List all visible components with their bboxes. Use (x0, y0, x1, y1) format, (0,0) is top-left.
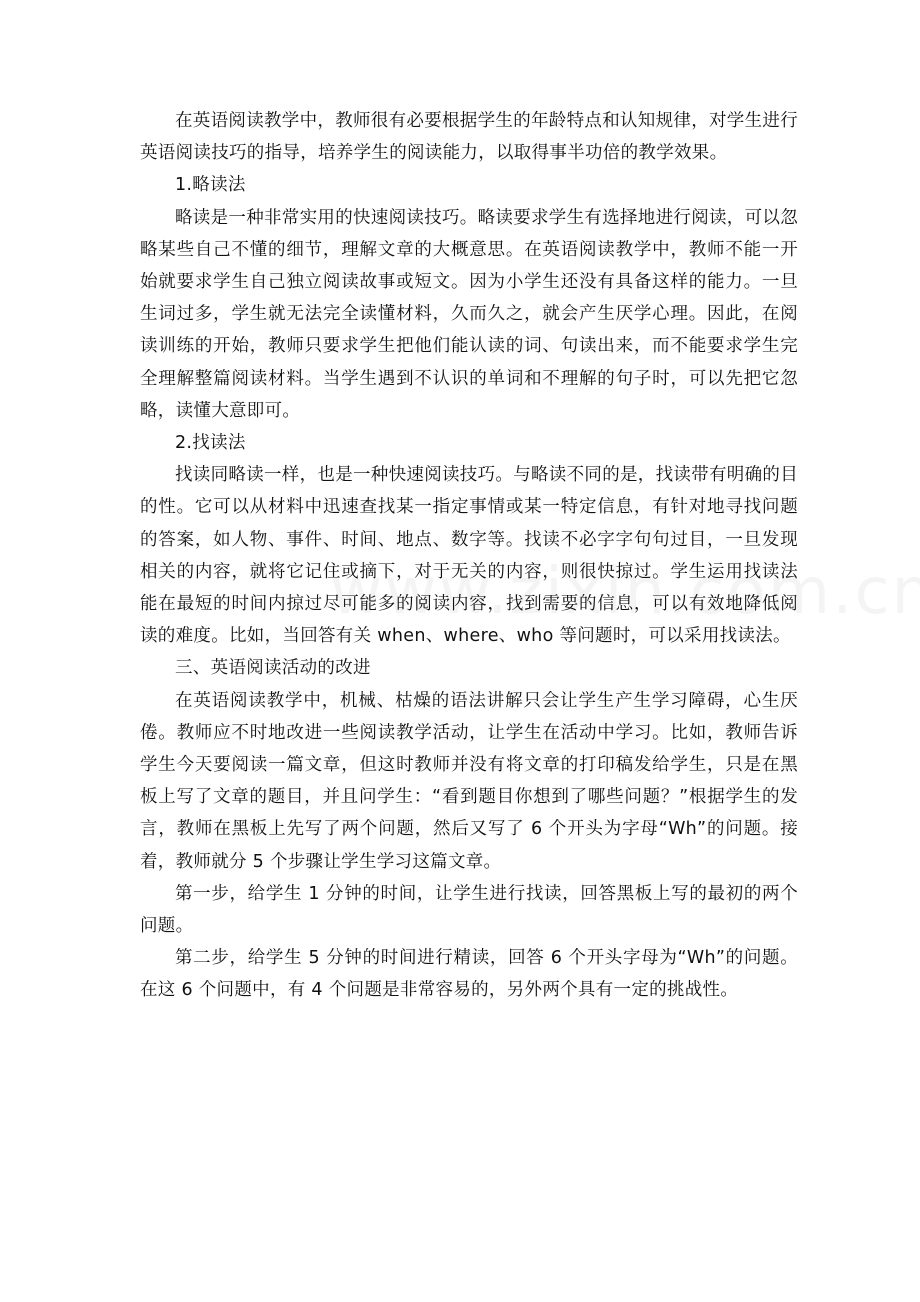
scanning-paragraph: 找读同略读一样，也是一种快速阅读技巧。与略读不同的是，找读带有明确的目的性。它可以从材料中迅速查找某一指定事情或某一特定信息，有针对地寻找问题的答案，如人物、事件、时间、地点、数字等。找读不必字字句句过目，一旦发现相关的内容，就将它记住或摘下，对于无关的内容，则很快掠过。学生运用找读法能在最短的时间内掠过尽可能多的阅读内容，找到需要的信息，可以有效地降低阅读的难度。比如，当回答有关 when、where、who 等问题时，可以采用找读法。 (140, 465, 798, 647)
step-one-paragraph: 第一步，给学生 1 分钟的时间，让学生进行找读，回答黑板上写的最初的两个问题。 (140, 883, 798, 937)
skimming-paragraph: 略读是一种非常实用的快速阅读技巧。略读要求学生有选择地进行阅读，可以忽略某些自己不懂的细节，理解文章的大概意思。在英语阅读教学中，教师不能一开始就要求学生自己独立阅读故事或短文。因为小学生还没有具备这样的能力。一旦生词过多，学生就无法完全读懂材料，久而久之，就会产生厌学心理。因此，在阅读训练的开始，教师只要求学生把他们能认读的词、句读出来，而不能要求学生完全理解整篇阅读材料。当学生遇到不认识的单词和不理解的句子时，可以先把它忽略，读懂大意即可。 (140, 207, 798, 421)
heading-skimming: 1.略读法 (175, 175, 246, 196)
intro-paragraph: 在英语阅读教学中，教师很有必要根据学生的年龄特点和认知规律，对学生进行英语阅读技巧的指导，培养学生的阅读能力，以取得事半功倍的教学效果。 (140, 111, 798, 164)
improvement-paragraph: 在英语阅读教学中，机械、枯燥的语法讲解只会让学生产生学习障碍，心生厌倦。教师应不时地改进一些阅读教学活动，让学生在活动中学习。比如，教师告诉学生今天要阅读一篇文章，但这时教师并没有将文章的打印稿发给学生，只是在黑板上写了文章的题目，并且问学生：“看到题目你想到了哪些问题？”根据学生的发言，教师在黑板上先写了两个问题，然后又写了 6 个开头为字母“Wh”的问题。接着，教师就分 5 个步骤让学生学习这篇文章。 (140, 690, 798, 872)
document-body (140, 105, 798, 1007)
heading-scanning: 2.找读法 (175, 433, 246, 454)
step-two-paragraph: 第二步，给学生 5 分钟的时间进行精读，回答 6 个开头字母为“Wh”的问题。在这 6 个问题中，有 4 个问题是非常容易的，另外两个具有一定的挑战性。 (140, 948, 798, 1001)
section-heading-improvement: 三、英语阅读活动的改进 (175, 658, 371, 679)
